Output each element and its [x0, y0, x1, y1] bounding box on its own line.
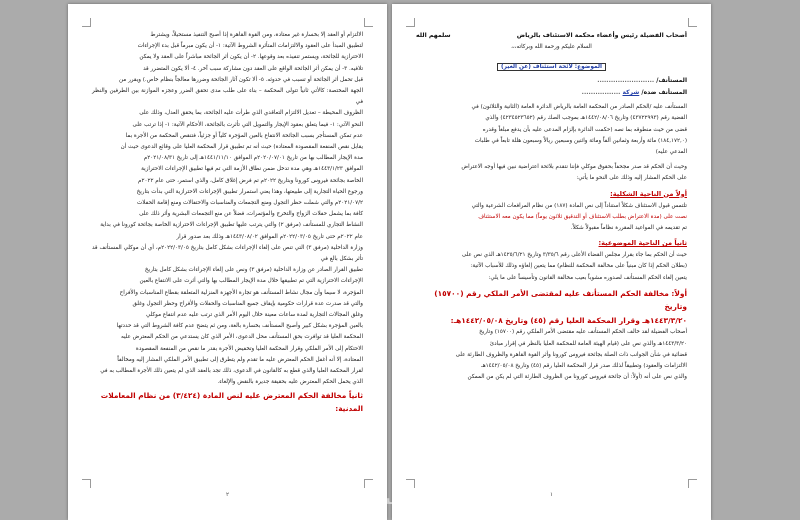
- page-2-body: [92, 30, 363, 389]
- transition-line: وحيث أن الحكم قد صدر مجحفاً بحقوق موكلي فإننا نتقدم بلائحة اعتراضية نبين فيها أوجه الاعتراض: [461, 164, 687, 171]
- crop-mark: [688, 18, 697, 27]
- body-line: عدم تمكن المستأجر بسبب الجائحة الانتفاع بالعين المؤجرة كلياً أو جزئياً، فتنقص المحكمة من الأجرة بما: [125, 132, 363, 139]
- appellant-line: المستأنف/ .........................: [597, 77, 687, 85]
- body-line: والتي قد صدرت عدة قرارات حكومية بإيقاف جميع المناسبات والحفلات والأفراح وحظر التجول وغلق: [132, 300, 363, 307]
- body-line: المعتادة، إلا أنه أغفل الحكم المعترض عليه ما تقدم ولم يتطرق إلى تطبيق الأمر الملكي المشار إليه ومخالفاً: [117, 356, 363, 363]
- body-line: الذي يحمل الحكم المعترض عليه بحقيقة جديرة بالنقض والإلغاء.: [217, 379, 363, 386]
- crop-mark: [82, 18, 91, 27]
- body-line: الاحتكام إلى الأمر الملكي وقرار المحكمة العليا وتخفيض الأجرة بقدر ما نقص من المنفعة المقصودة: [135, 345, 363, 352]
- crop-mark: [82, 479, 91, 488]
- section-2-line: حيث أن الحكم بما جاء بقرار مجلس القضاء الأعلى رقم ٣/٣٥/٦ وتاريخ ١٤٢٥/٦/٢١هـ الذي نص على: [461, 252, 687, 259]
- intro-line: المستأنف عليه /الحكم الصادر من المحكمة العامة بالرياض الدائرة العامة (الثانية والثلاثون) في: [471, 104, 687, 111]
- body-line: عام ٢٠٢٢م حتى تاريخ ٢٠٢٢/٠٣/٠٥م الموافق ١٤٤٣/٠٨/٠٢هـ وذلك بعد صدور قرار: [176, 233, 363, 240]
- crop-mark: [406, 18, 415, 27]
- body-line: ورجوع الحياة التجارية إلى طبيعتها، وهذا يعني استمرار تطبيق الإجراءات الاحترازية التي بدأت بتاريخ: [136, 188, 363, 195]
- section-1-body: [416, 201, 687, 235]
- salutation: سلمهم الله: [416, 32, 451, 39]
- body-line: لقرار المحكمة العليا والذي قطع به كالقانون في الدعوى، ذلك تجد بالعقد الذي لم يتعين ذلك الأجرة المطالب به في: [100, 368, 363, 375]
- body-line: ٢٠٢١/٠٧/٢م والتي شملت حظر التجول ومنع التجمعات والمناسبات والاحتفالات ومنع إقامة الحفلات: [137, 200, 363, 207]
- crop-mark: [364, 479, 373, 488]
- body-line: النحو الآتي: ١- فيما يتعلق بعقود الإيجار والتمويل التي تأثرت بالجائحة، الأحكام الآتية: ١- إذا ترتب على: [132, 121, 363, 128]
- point-1-body: [416, 327, 687, 383]
- body-line: الجهة المختصة: كالأتي ثانياً تتولى المحكمة – بناء على طلب مدى تحقق الضرر وعجزه الموازنة بين الطرفين والنظر في: [92, 88, 363, 106]
- body-line: وزارة الداخلية (مرفق ٣) التي تنص على إلغاء الإجراءات بشكل كامل بتاريخ ٢٠٢٢/٠٣/٠٥م، أي أن موكلي المستأنف قد تأثر بشكل بالغ في: [92, 244, 363, 263]
- body-line: المؤجرة، لا سيما وأن مجال نشاط المستأنف هو تجارة الأجهزة المنزلية المتعلقة بقطاع المناسبات والأفراح: [119, 289, 363, 296]
- body-line: يقابل نقص المنفعة المقصودة المعتادة) حيث أنه تم تطبيق قرار المحكمة العليا على وقائع الدعوى حيث أن: [120, 144, 363, 151]
- body-line: مدة الإيجار المطالب بها من تاريخ ٢٠٢٠/٠٧/٠١م الموافق ١٤٤١/١١/١٠هـ إلى تاريخ ٢٠٢١/٠٨/٣١م: [143, 155, 363, 162]
- body-line: وغلق المجالات التجارية لمدة ساعات معينة خلال اليوم الأمر الذي ترتب عليه عدم انتفاع موكلي: [146, 312, 363, 319]
- appellee-name: شركة: [622, 89, 640, 97]
- body-line: النشاط التجاري للمستأنف (مرفق ٢) والتي يترتب عليها تطبيق الإجراءات الاحترازية الخاصة بجائحة كورونا في بداية: [100, 222, 363, 229]
- section-2-line: يتعين إلغاء الحكم المستأنف لصدوره مشوباً بعيب مخالفة القانون وتأسيساً على ما يلي:: [488, 274, 687, 281]
- point-1-line: والذي نص على أنه (أولاً: أن جائحة فيروس كورونا من الظروف الطارئة التي لم يكن من الممكن: [467, 374, 687, 381]
- greeting: السلام عليكم ورحمة الله وبركاته،،،: [511, 44, 592, 50]
- appellee-line: المستأنف ضده/ شركة .................: [581, 89, 687, 97]
- crop-mark: [406, 479, 415, 488]
- subject-box: الموضوع: لائحة استئناف (عن الغير): [497, 63, 606, 71]
- point-1-line: ١٤٤٣/٣/٢٠هـ والذي نص على (قيام الهيئة العامة للمحكمة العليا بالنظر في إقرار مبادئ: [489, 340, 687, 347]
- transition-line: على الحكم المشار إليه وذلك على النحو ما يأتي:: [576, 175, 687, 182]
- body-line: تلافيه. ٣- أن يمكن أثر الجائحة الواقع على العقد دون مشاركة سبب آخر. ٤- ألا يكون المتضرر قد: [143, 65, 363, 72]
- body-line: لتطبيق المبدأ على العقود والالتزامات المتأثرة الشروط الآتية: ١- أن يكون مبرماً قبل بدء الإجراءات: [137, 43, 363, 50]
- appellant-label: المستأنف/: [656, 77, 687, 85]
- point-1-line: أصحاب الفضيلة لقد خالف الحكم المستأنف عليه مقتضى الأمر الملكي رقم (١٥٧٠٠) وتاريخ: [479, 329, 687, 336]
- section-2-line: (بطلان الحكم إذا كان مبنياً على مخالفة المحكمة للنظام) مما يتعين إلغاؤه وذلك للأسباب الآتية:: [470, 263, 687, 270]
- body-line: كافة بما يشمل حفلات الزواج والتخرج والمؤتمرات، فضلاً عن منع التجمعات البشرية وأثر ذلك على: [139, 211, 363, 218]
- intro-line: (١٨٤,١٧٢,٠) مائة وأربعة وثمانين ألفاً ومائة واثنين وسبعين ريالاً وسبعون هللة تابعاً في طلبات: [474, 137, 687, 144]
- section-1-line: تلتمس قبول الاستئناف شكلاً استناداً إلى نص المادة (١٨٧) من نظام المرافعات الشرعية والتي: [471, 202, 687, 209]
- crop-mark: [688, 479, 697, 488]
- letter-header: [416, 30, 687, 42]
- body-line: الخاصة بجائحة فيروس كورونا وبتاريخ ٢٠٢٢م تم فرض إغلاق كامل، والذي استمر، حتى عام ٢٠٢٢م: [138, 177, 363, 184]
- intro-line: قضى من حيث منطوقه بما نصه (حكمت الدائرة بإلزام المدعى عليه بأن يدفع مبلغاً وقدره: [482, 126, 687, 133]
- body-line: الإجراءات الاحترازية التي تم تطبيقها خلال مدة الإيجار المطالب بها والتي أثرت على الانتفاع بالعين: [139, 278, 363, 285]
- section-2-heading: ثانياً من الناحية الموضوعية:: [598, 239, 687, 248]
- point-1-heading: أولاً: مخالفة الحكم المستأنف عليه لمقتضى الأمر الملكي رقم (١٥٧٠٠) وتاريخ: [434, 288, 687, 312]
- body-line: المحكمة العليا قد توافرت بحق المستأنف محل الدعوى، الأمر الذي كان يستدعي من الحكم المعترض عليه: [120, 334, 363, 341]
- body-line: الظروف المحيطة – تعديل الالتزام التعاقدي الذي طرأت عليه الجائحة، بما يحقق العدل، وذلك على: [139, 110, 363, 117]
- appellee-label: المستأنف ضده/: [641, 89, 687, 97]
- body-line: قبل تحمل أثر الجائحة أو تسبب في حدوثه. ٥- ألا تكون آثار الجائحة وضررها معالجاً بنظام خاص.) ويقرر من: [119, 76, 363, 83]
- section-1-line: نصت على (مدة الاعتراض بطلب الاستئناف أو التدقيق ثلاثون يوماً) مما يكون معه الاستئناف: [478, 213, 687, 220]
- page-number: ٢: [225, 492, 229, 498]
- body-line: الموافق ١٤٤٣/١/٢٣هـ وهي مدة تدخل ضمن نطاق الأزمة التي تم فيها تطبيق الإجراءات الاحترازية: [141, 166, 363, 173]
- document-page-1: [392, 4, 711, 520]
- point-1-heading-cont: ١٤٤٣/٣/٢٠هـ وقرار المحكمة العليا رقم (٤٥) وتاريخ ١٤٤٢/٠٥/٠٨هـ:: [450, 315, 687, 325]
- section-1-heading: أولاً من الناحية الشكلية:: [610, 189, 687, 198]
- body-line: الاحترازية للجائحة، ويستمر تنفيذه بعد وقوعها. ٢- أن يكون أثر الجائحة مباشراً على العقد ولا يمكن: [139, 54, 363, 61]
- watermark: خمسات: [355, 490, 412, 508]
- crop-mark: [364, 18, 373, 27]
- point-2-heading: ثانياً مخالفة الحكم المعترض عليه لنص المادة (٣/٤٢٤) من نظام المعاملات المدنية:: [100, 390, 363, 413]
- page-number: ١: [549, 492, 553, 498]
- transition-paragraph: [416, 162, 687, 184]
- intro-paragraph: [416, 102, 687, 158]
- point-1-line: الالتزامات والعقود) وتطبيقاً لذلك صدر قرار المحكمة العليا رقم (٤٥) وتاريخ ١٤٤٢/٠٥/٠٨هـ: [481, 362, 687, 369]
- document-page-2: [68, 4, 387, 520]
- intro-line: المدعي عليه): [655, 149, 687, 156]
- addressee: أصحاب الفضيلة رئيس وأعضاء محكمة الاستئناف بالرياض: [516, 32, 687, 39]
- section-2-body: [416, 250, 687, 284]
- body-line: بالعين المؤجرة بشكل كبير وأصبح المستأنف بخسارة بالغة، ومن ثم يتضح عدم كافة الشروط التي قد حددتها: [116, 323, 363, 330]
- body-line: الالتزام أو العقد إلا بخسارة غير معتادة، ومن القوة القاهرة إذا أصبح التنفيذ مستحيلاً، ويشترط: [150, 32, 363, 38]
- body-line: تطبيق القرار الصادر عن وزارة الداخلية (مرفق ٣) ونص على إلغاء الإجراءات بشكل كامل بتاريخ: [144, 267, 363, 274]
- intro-line: القضية رقم (٤٣٧٢٢٩٩٣) وتاريخ ١٤٤٢/٠٨/٠٦هـ بموجب الصك رقم (٤٢٣٤٥٢٣٦٥٢) والذي: [485, 115, 687, 122]
- point-1-line: قضائية في شأن الجوانب ذات الصلة بجائحة فيروس كورونا وأثر القوة القاهرة والظروف الطارئة على: [455, 351, 687, 358]
- section-1-line: تم تقديمه في المواعيد المقررة نظاماً مقبولاً شكلاً.: [570, 225, 687, 232]
